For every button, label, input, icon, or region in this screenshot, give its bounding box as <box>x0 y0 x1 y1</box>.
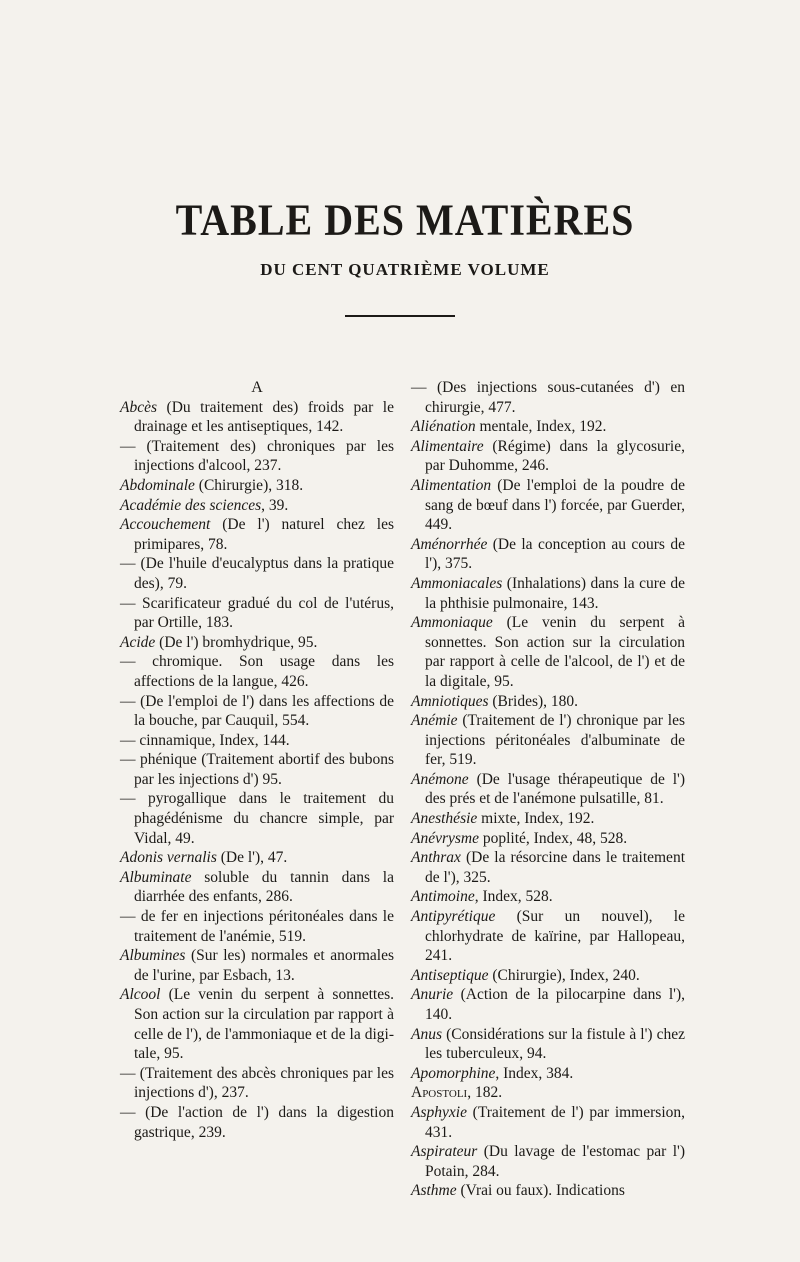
entry-heading: Apostoli <box>411 1084 468 1102</box>
index-entry <box>411 574 685 613</box>
entry-text: soluble du tannin dans la diarrhée des enfants, 286. <box>134 868 394 906</box>
entry-heading: Anévrysme <box>411 829 479 847</box>
entry-text: , 39. <box>261 496 289 514</box>
entry-heading: Anémie <box>411 712 458 730</box>
index-entry <box>120 476 394 496</box>
index-entry <box>120 985 394 1063</box>
entry-text: (Traitement de l') par immersion, 431. <box>425 1103 685 1141</box>
entry-text: (De l') naturel chez les primipares, 78. <box>134 516 394 553</box>
entry-text: (Chirurgie), 318. <box>194 476 304 494</box>
index-entry <box>411 887 685 907</box>
index-entry <box>120 692 394 731</box>
entry-heading: Albumines <box>120 947 186 965</box>
index-entry <box>120 731 394 751</box>
entry-text: — (De l'huile d'eucalyptus dans la pratique des), 79. <box>120 555 394 592</box>
entry-text: (Brides), 180. <box>488 692 579 710</box>
index-entry <box>411 1181 685 1201</box>
index-entry <box>120 907 394 946</box>
entry-heading: Ammoniacales <box>411 574 503 592</box>
entry-text: — pyrogallique dans le traitement du phagédénisme du chancre simple, par Vidal, 49. <box>120 790 394 847</box>
entry-text: — de fer en injections péritonéales dans le traitement de l'anémie, 519. <box>120 908 394 945</box>
entry-text: (Du traitement des) froids par le drainage et les antiseptiques, 142. <box>134 398 394 436</box>
entry-heading: Albuminate <box>120 868 192 886</box>
entry-heading: Acide <box>120 633 156 651</box>
index-entry <box>411 848 685 887</box>
entry-text: mixte, Index, 192. <box>477 810 595 828</box>
entry-text: (De l') bromhydrique, 95. <box>155 633 318 651</box>
index-entry <box>120 868 394 907</box>
index-entry <box>120 437 394 476</box>
entry-heading: Asthme <box>411 1182 457 1200</box>
entry-heading: Anémone <box>411 770 469 788</box>
entry-heading: Abdominale <box>120 476 195 494</box>
index-entry <box>120 398 394 437</box>
entry-text: mentale, Index, 192. <box>475 418 607 436</box>
entry-text: (Régime) dans la glycosurie, par Duhomme, 246. <box>425 437 685 475</box>
entry-heading: Ammoniaque <box>411 614 493 632</box>
entry-text: — (De l'action de l') dans la digestion gastrique, 239. <box>120 1103 394 1141</box>
entry-heading: Antipyrétique <box>411 908 496 926</box>
index-entry <box>411 829 685 849</box>
entry-heading: Aménorrhée <box>411 535 488 553</box>
entry-text: poplité, Index, 48, 528. <box>479 829 628 847</box>
entry-text: (Chirurgie), Index, 240. <box>488 966 640 984</box>
index-entry <box>411 966 685 986</box>
entry-heading: Abcès <box>120 398 158 416</box>
index-entry <box>411 378 685 417</box>
entry-text: (Du lavage de l'estomac par l') Potain, 284. <box>425 1143 685 1180</box>
index-entry <box>120 750 394 789</box>
index-entry <box>411 417 685 437</box>
index-entry <box>120 848 394 868</box>
index-entry <box>411 770 685 809</box>
entry-text: , Index, 384. <box>495 1064 574 1082</box>
entry-text: (Le venin du serpent à sonnettes. Son action sur la circulation par rapport à celle de l'), de l'ammoniaque et de la digitale, 95. <box>134 986 394 1063</box>
section-letter: A <box>251 379 263 396</box>
index-entry <box>120 554 394 593</box>
entry-text: — (Des injections sous-cutanées d') en chirurgie, 477. <box>411 379 685 416</box>
entry-heading: Anthrax <box>411 849 461 867</box>
entry-text: — Scarificateur gradué du col de l'utérus, par Ortille, 183. <box>120 594 394 632</box>
index-column-right <box>411 378 685 1201</box>
entry-text: (Sur les) normales et anormales de l'urine, par Esbach, 13. <box>134 947 394 984</box>
entry-text: (De la conception au cours de l'), 375. <box>425 535 685 573</box>
entry-heading: Alimentation <box>411 476 492 494</box>
entry-text: (De la résorcine dans le traitement de l'), 325. <box>425 849 685 886</box>
entry-text: (Vrai ou faux). Indications <box>456 1182 625 1200</box>
index-entry <box>411 437 685 476</box>
index-entry <box>411 907 685 966</box>
entry-text: (De l'emploi de la poudre de sang de bœuf dans l') forcée, par Guerder, 449. <box>425 476 685 534</box>
entry-heading: Alcool <box>120 986 161 1004</box>
entry-text: (Inhalations) dans la cure de la phthisie pulmonaire, 143. <box>425 574 685 612</box>
entry-text: — (Traitement des) chroniques par les injections d'alcool, 237. <box>120 437 394 475</box>
index-entry <box>120 496 394 516</box>
index-column-left <box>120 378 394 1142</box>
index-entry <box>411 711 685 770</box>
entry-text: , 182. <box>467 1084 503 1102</box>
entry-text: (Sur un nouvel), le chlorhydrate de kaïrine, par Hallopeau, 241. <box>425 908 685 965</box>
index-entry <box>411 985 685 1024</box>
entry-heading: Alimentaire <box>411 437 484 455</box>
entry-heading: Adonis vernalis <box>120 849 217 867</box>
index-entry <box>411 1103 685 1142</box>
entry-text: — chromique. Son usage dans les affections de la langue, 426. <box>120 653 394 690</box>
left-entries <box>120 398 394 1143</box>
entry-text: , Index, 528. <box>474 888 553 906</box>
entry-text: (De l'usage thérapeutique de l') des prés et de l'anémone pulsatille, 81. <box>425 770 685 808</box>
index-entry <box>120 946 394 985</box>
right-entries <box>411 378 685 1201</box>
entry-heading: Apomorphine <box>411 1064 496 1082</box>
entry-text: — phénique (Traitement abortif des bubons par les injections d') 95. <box>120 751 394 788</box>
entry-heading: Anesthésie <box>411 810 478 828</box>
entry-heading: Anus <box>411 1025 442 1043</box>
entry-text: (Traitement de l') chronique par les injections péritonéales d'albuminate de fer, 519. <box>425 712 685 769</box>
index-entry <box>120 652 394 691</box>
page-subtitle: DU CENT QUATRIÈME VOLUME <box>260 260 550 279</box>
index-entry <box>411 613 685 691</box>
entry-heading: Aliénation <box>411 418 476 436</box>
page-title: TABLE DES MATIÈRES <box>175 194 635 245</box>
index-entry <box>120 633 394 653</box>
entry-heading: Aspirateur <box>411 1143 478 1161</box>
index-entry <box>120 1103 394 1142</box>
entry-heading: Antimoine <box>411 888 475 906</box>
entry-heading: Académie des sciences <box>120 496 262 514</box>
index-entry <box>411 1025 685 1064</box>
entry-heading: Antiseptique <box>411 966 489 984</box>
entry-heading: Accouchement <box>120 516 211 534</box>
entry-text: — cinnamique, Index, 144. <box>120 731 290 749</box>
entry-text: (De l'), 47. <box>216 849 288 867</box>
entry-text: (Le venin du serpent à sonnettes. Son action sur la circulation par rapport à celle de l'alcool, de l') et de la digitale, 95. <box>425 614 685 690</box>
index-entry <box>411 1142 685 1181</box>
index-entry <box>120 594 394 633</box>
entry-text: — (De l'emploi de l') dans les affections de la bouche, par Cauquil, 554. <box>120 692 394 730</box>
index-entry <box>120 1064 394 1103</box>
index-entry <box>411 809 685 829</box>
entry-text: (Action de la pilocarpine dans l'), 140. <box>425 986 685 1023</box>
entry-text: — (Traitement des abcès chroniques par les injections d'), 237. <box>120 1064 394 1102</box>
entry-text: (Considérations sur la fistule à l') chez les tuberculeux, 94. <box>425 1025 685 1063</box>
index-entry <box>411 1064 685 1084</box>
entry-heading: Amniotiques <box>411 692 489 710</box>
index-entry <box>411 476 685 535</box>
title-rule <box>345 315 455 317</box>
index-entry <box>120 789 394 848</box>
entry-heading: Anurie <box>411 986 454 1004</box>
index-entry <box>120 515 394 554</box>
index-entry <box>411 692 685 712</box>
index-entry <box>411 535 685 574</box>
entry-heading: Asphyxie <box>411 1103 467 1121</box>
index-entry <box>411 1083 685 1103</box>
